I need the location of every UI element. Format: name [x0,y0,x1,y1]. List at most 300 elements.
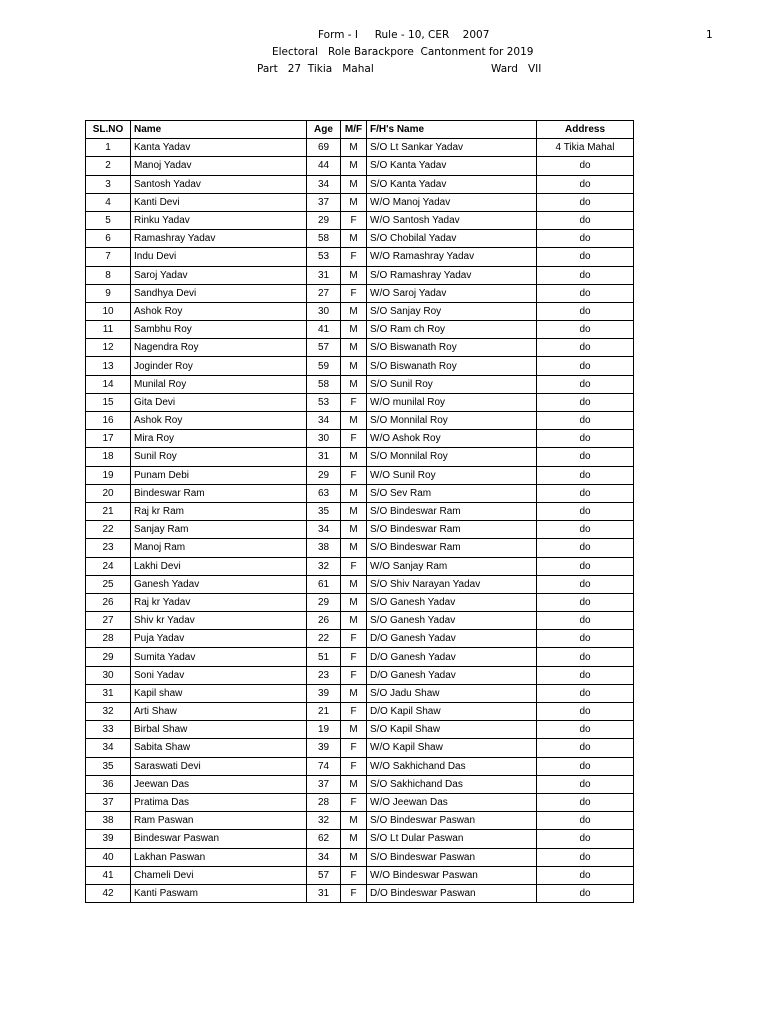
cell-gender: M [341,502,367,520]
cell-gender: M [341,775,367,793]
column-header-name: Name [131,121,307,139]
cell-slno: 21 [86,502,131,520]
table-row [86,830,634,848]
cell-name: Manoj Yadav [131,157,307,175]
cell-name: Santosh Yadav [131,175,307,193]
table-row [86,484,634,502]
cell-name: Nagendra Roy [131,339,307,357]
cell-address: 4 Tikia Mahal [537,139,634,157]
cell-age: 51 [307,648,341,666]
cell-gender: M [341,139,367,157]
cell-relation: W/O Sunil Roy [367,466,537,484]
cell-slno: 29 [86,648,131,666]
cell-relation: S/O Sakhichand Das [367,775,537,793]
cell-slno: 5 [86,211,131,229]
table-row [86,466,634,484]
cell-age: 62 [307,830,341,848]
cell-address: do [537,593,634,611]
cell-age: 26 [307,612,341,630]
table-row [86,375,634,393]
cell-gender: F [341,248,367,266]
cell-slno: 42 [86,884,131,902]
cell-address: do [537,484,634,502]
column-header-relation: F/H's Name [367,121,537,139]
cell-slno: 17 [86,430,131,448]
cell-gender: M [341,721,367,739]
cell-address: do [537,375,634,393]
cell-age: 74 [307,757,341,775]
cell-relation: S/O Sanjay Roy [367,302,537,320]
table-row [86,430,634,448]
cell-age: 19 [307,721,341,739]
table-row [86,266,634,284]
cell-name: Shiv kr Yadav [131,612,307,630]
cell-name: Kanti Devi [131,193,307,211]
cell-name: Ashok Roy [131,412,307,430]
cell-address: do [537,848,634,866]
cell-address: do [537,812,634,830]
cell-name: Mira Roy [131,430,307,448]
cell-address: do [537,284,634,302]
cell-slno: 20 [86,484,131,502]
cell-slno: 31 [86,684,131,702]
table-row [86,593,634,611]
table-row [86,175,634,193]
cell-slno: 22 [86,521,131,539]
cell-gender: F [341,666,367,684]
ward-label: Ward VII [491,63,542,75]
cell-gender: F [341,648,367,666]
cell-address: do [537,666,634,684]
cell-relation: W/O Sakhichand Das [367,757,537,775]
cell-relation: S/O Kanta Yadav [367,157,537,175]
cell-relation: S/O Lt Sankar Yadav [367,139,537,157]
cell-slno: 35 [86,757,131,775]
table-row [86,321,634,339]
cell-gender: M [341,321,367,339]
cell-age: 39 [307,684,341,702]
cell-relation: S/O Ganesh Yadav [367,593,537,611]
cell-gender: F [341,211,367,229]
table-row [86,721,634,739]
table-row [86,157,634,175]
cell-name: Lakhi Devi [131,557,307,575]
cell-name: Pratima Das [131,793,307,811]
cell-slno: 23 [86,539,131,557]
cell-gender: M [341,157,367,175]
cell-address: do [537,739,634,757]
cell-gender: F [341,793,367,811]
cell-name: Sumita Yadav [131,648,307,666]
cell-name: Bindeswar Paswan [131,830,307,848]
cell-address: do [537,884,634,902]
cell-name: Sambhu Roy [131,321,307,339]
cell-name: Soni Yadav [131,666,307,684]
cell-relation: S/O Ganesh Yadav [367,612,537,630]
cell-relation: S/O Jadu Shaw [367,684,537,702]
table-row [86,684,634,702]
cell-name: Sandhya Devi [131,284,307,302]
table-row [86,884,634,902]
cell-age: 23 [307,666,341,684]
cell-age: 34 [307,848,341,866]
cell-gender: M [341,848,367,866]
cell-address: do [537,211,634,229]
cell-address: do [537,321,634,339]
cell-address: do [537,775,634,793]
cell-relation: S/O Shiv Narayan Yadav [367,575,537,593]
cell-relation: S/O Kanta Yadav [367,175,537,193]
cell-name: Sanjay Ram [131,521,307,539]
column-header-slno: SL.NO [86,121,131,139]
cell-name: Munilal Roy [131,375,307,393]
page-number: 1 [706,29,713,41]
cell-age: 63 [307,484,341,502]
column-header-gender: M/F [341,121,367,139]
cell-age: 39 [307,739,341,757]
cell-gender: M [341,484,367,502]
cell-gender: M [341,175,367,193]
cell-age: 57 [307,339,341,357]
cell-slno: 15 [86,393,131,411]
cell-relation: S/O Ram ch Roy [367,321,537,339]
cell-slno: 14 [86,375,131,393]
cell-address: do [537,302,634,320]
cell-age: 37 [307,193,341,211]
cell-relation: S/O Kapil Shaw [367,721,537,739]
table-row [86,502,634,520]
part-label: Part 27 Tikia Mahal [257,63,374,75]
cell-address: do [537,193,634,211]
column-header-address: Address [537,121,634,139]
cell-slno: 10 [86,302,131,320]
cell-slno: 41 [86,866,131,884]
cell-address: do [537,502,634,520]
cell-slno: 18 [86,448,131,466]
cell-gender: F [341,557,367,575]
table-header-row [86,121,634,139]
cell-address: do [537,539,634,557]
cell-relation: S/O Biswanath Roy [367,339,537,357]
cell-gender: F [341,393,367,411]
cell-gender: M [341,575,367,593]
table-row [86,139,634,157]
cell-name: Lakhan Paswan [131,848,307,866]
table-row [86,539,634,557]
cell-relation: W/O munilal Roy [367,393,537,411]
cell-relation: S/O Bindeswar Paswan [367,812,537,830]
cell-address: do [537,430,634,448]
cell-name: Chameli Devi [131,866,307,884]
cell-age: 30 [307,302,341,320]
table-row [86,521,634,539]
cell-slno: 19 [86,466,131,484]
table-row [86,557,634,575]
cell-address: do [537,266,634,284]
cell-gender: M [341,339,367,357]
cell-age: 34 [307,175,341,193]
cell-slno: 34 [86,739,131,757]
cell-relation: W/O Ashok Roy [367,430,537,448]
cell-gender: F [341,866,367,884]
cell-slno: 30 [86,666,131,684]
cell-name: Kapil shaw [131,684,307,702]
cell-gender: F [341,757,367,775]
cell-slno: 11 [86,321,131,339]
cell-relation: D/O Ganesh Yadav [367,648,537,666]
cell-name: Kanti Paswam [131,884,307,902]
cell-address: do [537,357,634,375]
cell-name: Bindeswar Ram [131,484,307,502]
cell-gender: M [341,357,367,375]
cell-age: 32 [307,812,341,830]
cell-gender: M [341,448,367,466]
cell-address: do [537,339,634,357]
cell-gender: M [341,521,367,539]
cell-gender: F [341,430,367,448]
cell-slno: 4 [86,193,131,211]
cell-address: do [537,793,634,811]
cell-gender: F [341,630,367,648]
cell-relation: D/O Kapil Shaw [367,703,537,721]
table-row [86,630,634,648]
cell-relation: S/O Bindeswar Ram [367,502,537,520]
cell-name: Manoj Ram [131,539,307,557]
table-row [86,648,634,666]
cell-address: do [537,248,634,266]
cell-gender: M [341,539,367,557]
table-row [86,812,634,830]
cell-age: 30 [307,430,341,448]
cell-address: do [537,230,634,248]
cell-name: Rinku Yadav [131,211,307,229]
cell-slno: 24 [86,557,131,575]
cell-age: 29 [307,211,341,229]
cell-address: do [537,612,634,630]
cell-slno: 13 [86,357,131,375]
cell-name: Gita Devi [131,393,307,411]
cell-slno: 32 [86,703,131,721]
cell-name: Ramashray Yadav [131,230,307,248]
cell-slno: 8 [86,266,131,284]
cell-relation: S/O Lt Dular Paswan [367,830,537,848]
cell-gender: F [341,284,367,302]
cell-slno: 39 [86,830,131,848]
cell-age: 58 [307,375,341,393]
table-row [86,412,634,430]
cell-gender: M [341,812,367,830]
cell-slno: 33 [86,721,131,739]
cell-gender: M [341,302,367,320]
table-row [86,230,634,248]
cell-slno: 2 [86,157,131,175]
cell-relation: W/O Sanjay Ram [367,557,537,575]
cell-age: 28 [307,793,341,811]
cell-address: do [537,175,634,193]
cell-address: do [537,448,634,466]
table-row [86,193,634,211]
cell-name: Ashok Roy [131,302,307,320]
cell-name: Raj kr Yadav [131,593,307,611]
cell-age: 35 [307,502,341,520]
cell-gender: M [341,412,367,430]
table-row [86,448,634,466]
table-row [86,302,634,320]
cell-relation: W/O Manoj Yadav [367,193,537,211]
cell-gender: M [341,612,367,630]
cell-relation: W/O Bindeswar Paswan [367,866,537,884]
table-row [86,357,634,375]
cell-name: Ram Paswan [131,812,307,830]
cell-slno: 12 [86,339,131,357]
cell-address: do [537,557,634,575]
cell-age: 53 [307,393,341,411]
cell-age: 44 [307,157,341,175]
cell-relation: S/O Monnilal Roy [367,448,537,466]
cell-address: do [537,466,634,484]
cell-age: 34 [307,521,341,539]
cell-address: do [537,648,634,666]
cell-slno: 9 [86,284,131,302]
cell-gender: M [341,230,367,248]
cell-age: 31 [307,884,341,902]
cell-name: Raj kr Ram [131,502,307,520]
cell-name: Sabita Shaw [131,739,307,757]
cell-name: Ganesh Yadav [131,575,307,593]
cell-gender: M [341,593,367,611]
cell-relation: D/O Bindeswar Paswan [367,884,537,902]
cell-address: do [537,866,634,884]
cell-relation: W/O Santosh Yadav [367,211,537,229]
cell-age: 31 [307,266,341,284]
cell-slno: 1 [86,139,131,157]
cell-age: 37 [307,775,341,793]
cell-slno: 6 [86,230,131,248]
cell-gender: M [341,193,367,211]
cell-relation: W/O Kapil Shaw [367,739,537,757]
cell-slno: 27 [86,612,131,630]
cell-gender: F [341,466,367,484]
cell-age: 32 [307,557,341,575]
cell-slno: 7 [86,248,131,266]
cell-relation: S/O Monnilal Roy [367,412,537,430]
cell-address: do [537,830,634,848]
cell-gender: M [341,266,367,284]
cell-gender: M [341,375,367,393]
cell-age: 53 [307,248,341,266]
cell-gender: M [341,684,367,702]
electoral-roll-title: Electoral Role Barackpore Cantonment for 2019 [272,46,534,58]
cell-relation: S/O Sev Ram [367,484,537,502]
cell-name: Punam Debi [131,466,307,484]
cell-slno: 38 [86,812,131,830]
cell-age: 61 [307,575,341,593]
cell-address: do [537,721,634,739]
cell-relation: W/O Jeewan Das [367,793,537,811]
cell-address: do [537,412,634,430]
cell-age: 38 [307,539,341,557]
cell-relation: D/O Ganesh Yadav [367,630,537,648]
cell-gender: F [341,884,367,902]
cell-relation: S/O Bindeswar Ram [367,539,537,557]
cell-age: 31 [307,448,341,466]
cell-address: do [537,703,634,721]
cell-slno: 25 [86,575,131,593]
cell-gender: F [341,703,367,721]
cell-slno: 26 [86,593,131,611]
cell-relation: S/O Ramashray Yadav [367,266,537,284]
cell-gender: F [341,739,367,757]
cell-age: 22 [307,630,341,648]
table-row [86,775,634,793]
cell-relation: S/O Bindeswar Ram [367,521,537,539]
cell-name: Kanta Yadav [131,139,307,157]
cell-name: Puja Yadav [131,630,307,648]
cell-relation: W/O Ramashray Yadav [367,248,537,266]
table-row [86,848,634,866]
cell-age: 21 [307,703,341,721]
cell-age: 27 [307,284,341,302]
cell-relation: W/O Saroj Yadav [367,284,537,302]
cell-relation: D/O Ganesh Yadav [367,666,537,684]
cell-slno: 28 [86,630,131,648]
cell-age: 69 [307,139,341,157]
cell-name: Joginder Roy [131,357,307,375]
cell-age: 57 [307,866,341,884]
table-row [86,866,634,884]
cell-slno: 16 [86,412,131,430]
table-row [86,211,634,229]
cell-name: Jeewan Das [131,775,307,793]
cell-age: 59 [307,357,341,375]
table-row [86,793,634,811]
table-row [86,666,634,684]
table-row [86,612,634,630]
electoral-roll-table [85,120,634,903]
table-row [86,575,634,593]
table-row [86,757,634,775]
column-header-age: Age [307,121,341,139]
cell-relation: S/O Chobilal Yadav [367,230,537,248]
cell-slno: 36 [86,775,131,793]
cell-gender: M [341,830,367,848]
table-row [86,284,634,302]
cell-address: do [537,757,634,775]
cell-address: do [537,630,634,648]
cell-address: do [537,393,634,411]
cell-slno: 40 [86,848,131,866]
cell-address: do [537,575,634,593]
table-row [86,248,634,266]
table-row [86,339,634,357]
cell-age: 34 [307,412,341,430]
cell-age: 29 [307,466,341,484]
cell-relation: S/O Biswanath Roy [367,357,537,375]
form-rule-heading: Form - I Rule - 10, CER 2007 [318,29,490,41]
cell-name: Arti Shaw [131,703,307,721]
cell-age: 29 [307,593,341,611]
table-row [86,393,634,411]
table-row [86,739,634,757]
cell-name: Saraswati Devi [131,757,307,775]
cell-name: Saroj Yadav [131,266,307,284]
cell-age: 58 [307,230,341,248]
table-row [86,703,634,721]
cell-name: Sunil Roy [131,448,307,466]
cell-slno: 37 [86,793,131,811]
cell-address: do [537,521,634,539]
cell-relation: S/O Bindeswar Paswan [367,848,537,866]
